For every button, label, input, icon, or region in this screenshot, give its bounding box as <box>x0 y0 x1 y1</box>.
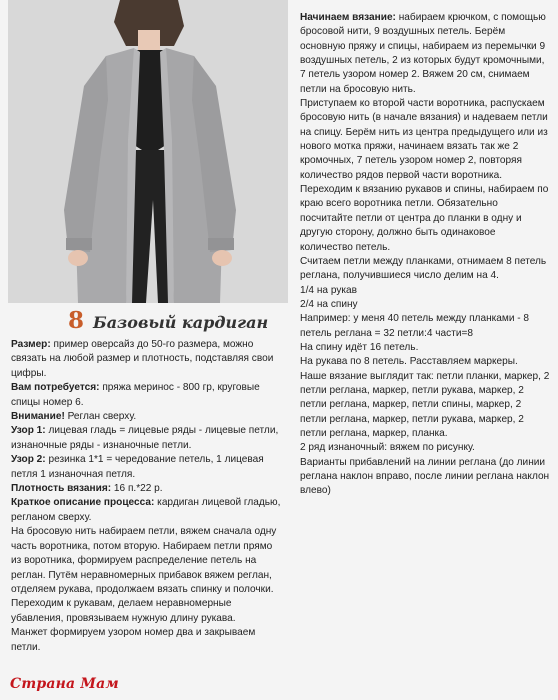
cuff-paragraph: Манжет формируем узором номер два и закрываем петли. <box>11 627 256 653</box>
left-column-text <box>11 338 283 655</box>
pattern-heading <box>68 307 268 337</box>
site-watermark: Страна Мам <box>10 676 119 692</box>
process-paragraph: На бросовую нить набираем петли, вяжем сначала одну часть воротника, потом вторую. Набираем петли прямо из воротника, формируем распределение петель на реглан. Путём неравномерных прибавок вяжем реглан, отделяем рукава, продолжаем вязать спинку и полочки. <box>11 526 277 595</box>
example-paragraph: Например: у меня 40 петель между планками - 8 петель реглана = 32 петли:4 части=8 <box>300 313 530 339</box>
sleeves-paragraph: Переходим к рукавам, делаем неравномерные убавления, провязываем нужную длину рукава. <box>11 598 236 624</box>
pattern2-paragraph: Узор 2: резинка 1*1 = чередование петель, 1 лицевая петля 1 изнаночная петля. <box>11 454 264 480</box>
back-stitches: На спину идёт 16 петель. <box>300 341 419 353</box>
summary-paragraph: Краткое описание процесса: кардиган лицевой гладью, регланом сверху. <box>11 497 281 523</box>
row2-paragraph: 2 ряд изнаночный: вяжем по рисунку. <box>300 442 475 454</box>
cardigan-photo <box>8 0 288 303</box>
pattern-number: 8 <box>68 307 85 334</box>
size-paragraph: Размер: пример оверсайз до 50-го размера, можно связать на любой размер и плотность, подставляя свои цифры. <box>11 339 274 379</box>
increases-paragraph: Варианты прибавлений на линии реглана (до линии реглана наклон вправо, после линии реглана наклон влево) <box>300 456 550 497</box>
sleeve-stitches: На рукава по 8 петель. Расставляем маркеры. <box>300 356 518 368</box>
pattern1-paragraph: Узор 1: лицевая гладь = лицевые ряды - лицевые петли, изнаночные ряды - изнаночные петли. <box>11 425 279 451</box>
sleeve-share: 1/4 на рукав <box>300 284 357 296</box>
right-column-text <box>300 11 550 499</box>
markers-paragraph: Наше вязание выглядит так: петли планки, маркер, 2 петли реглана, маркер, петли рукава, маркер, 2 петли реглана, маркер, петли спины, маркер, 2 петли реглана, маркер, петли рукава, маркер, 2 петли реглана, маркер, планка. <box>300 370 550 439</box>
gauge-paragraph: Плотность вязания: 16 п.*22 р. <box>11 483 163 495</box>
pattern-title: Базовый кардиган <box>93 313 269 332</box>
cardigan-illustration <box>8 0 288 303</box>
back-share: 2/4 на спину <box>300 298 358 310</box>
start-paragraph: Начинаем вязание: набираем крючком, с помощью бросовой нити, 9 воздушных петель. Берём основную пряжу и спицы, набираем из перемычки 9 воздушных петель, 2 из которых будут кромочными, 7 петель узором номер 2. Вяжем 20 см, снимаем петли на бросовую нить. <box>300 12 546 95</box>
materials-paragraph: Вам потребуется: пряжа меринос - 800 гр, круговые спицы номер 6. <box>11 382 260 408</box>
collar-paragraph: Приступаем ко второй части воротника, распускаем бросовую нить (в начале вязания) и надеваем петли на спицу. Берём нить из центра предыдущего или из нового мотка пряжи, начинаем вязать так же 2 кромочных, 7 петель узором номер 2, повторяя количество рядов первой части воротника. <box>300 98 548 181</box>
attention-paragraph: Внимание! Реглан сверху. <box>11 411 137 423</box>
count-paragraph: Считаем петли между планками, отнимаем 8 петель реглана, получившиеся число делим на 4. <box>300 255 547 282</box>
body-paragraph: Переходим к вязанию рукавов и спины, набираем по краю всего воротника петли. Обязательно посчитайте петли от центра до планки в одну и другую сторону, должно быть одинаковое количество петель. <box>300 184 549 253</box>
